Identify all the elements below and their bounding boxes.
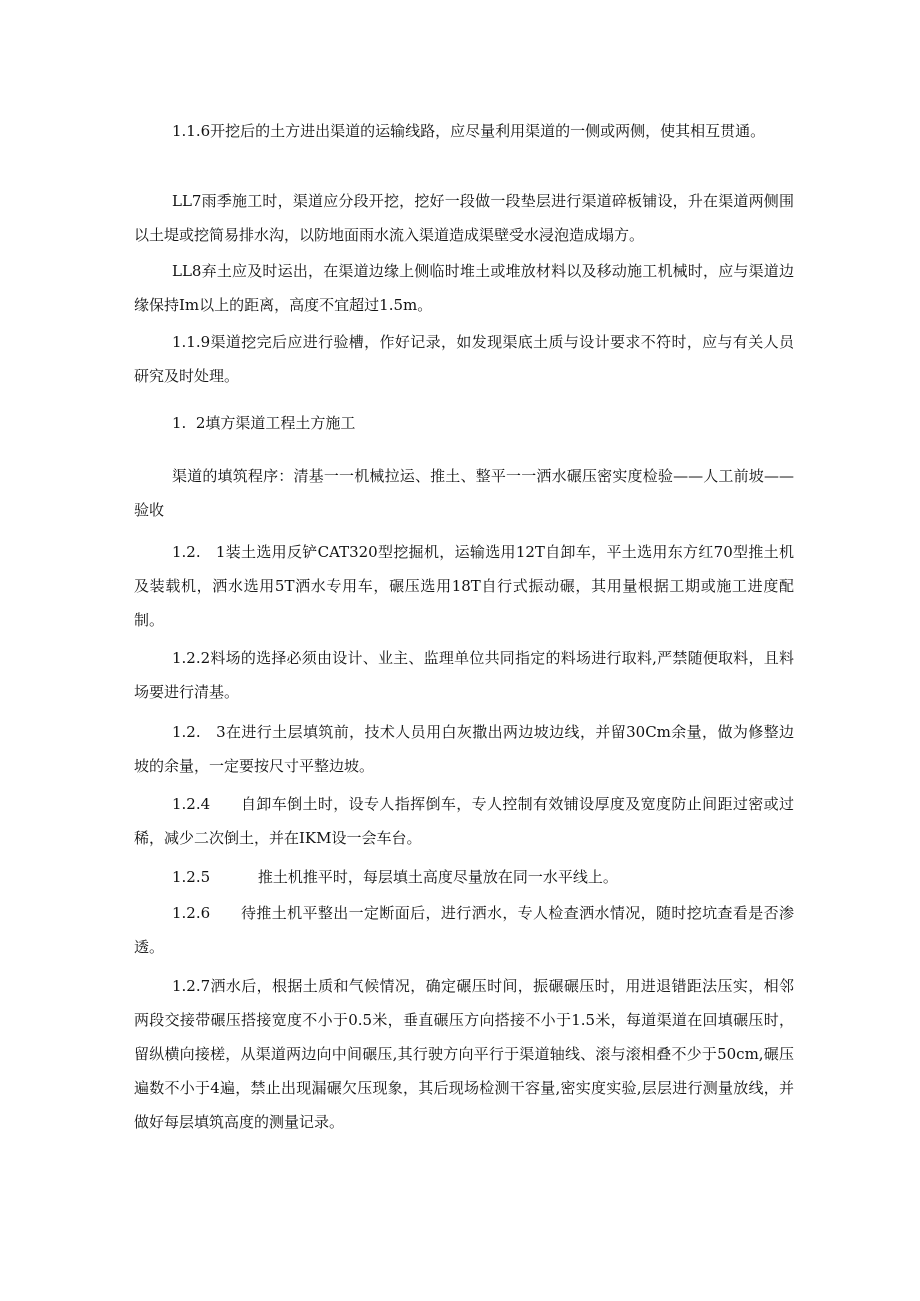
paragraph-1-2-4: 1.2.4 自卸车倒土时，设专人指挥倒车，专人控制有效铺设厚度及宽度防止间距过密或过稀，减少二次倒土，并在IKM设一会车台。 [134,795,794,847]
paragraph-1-1-8: LL8弃土应及时运出，在渠道边缘上侧临时堆土或堆放材料以及移动施工机械时，应与渠道边缘保持Im以上的距离，高度不宜超过1.5m。 [134,262,794,314]
paragraph-1-2-1: 1.2. 1装土选用反铲CAT320型挖掘机，运输选用12T自卸车，平土选用东方红70型推土机及装载机，洒水选用5T洒水专用车，碾压选用18T自行式振动碾，其用量根据工期或施工进度配制。 [134,543,794,629]
paragraph-1-1-6: 1.1.6开挖后的土方进出渠道的运输线路，应尽量利用渠道的一侧或两侧，使其相互贯通。 [172,122,766,140]
paragraph-1-2-6: 1.2.6 待推土机平整出一定断面后，进行洒水，专人检查洒水情况，随时挖坑查看是否渗透。 [134,904,794,956]
paragraph-fill-procedure: 渠道的填筑程序：清基一一机械拉运、推土、整平一一洒水碾压密实度检验——人工前坡——验收 [134,467,794,519]
paragraph-1-2-7: 1.2.7洒水后，根据土质和气候情况，确定碾压时间，振碾碾压时，用进退错距法压实，相邻两段交接带碾压搭接宽度不小于0.5米，垂直碾压方向搭接不小于1.5米，每道渠道在回填碾压时，留纵横向接槎，从渠道两边向中间碾压,其行驶方向平行于渠道轴线、滚与滚相叠不少于50cm,碾压遍数不小于4遍，禁止出现漏碾欠压现象，其后现场检测干容量,密实度实验,层层进行测量放线，并做好每层填筑高度的测量记录。 [134,977,794,1131]
paragraph-1-2-3: 1.2. 3在进行土层填筑前，技术人员用白灰撒出两边坡边线，并留30Cm余量，做为修整边坡的余量，一定要按尺寸平整边坡。 [134,723,794,775]
paragraph-1-2-5: 1.2.5 推土机推平时，每层填土高度尽量放在同一水平线上。 [172,868,618,886]
paragraph-1-2-2: 1.2.2料场的选择必须由设计、业主、监理单位共同指定的料场进行取料,严禁随便取料，且料场要进行清基。 [134,649,794,701]
paragraph-1-1-9: 1.1.9渠道挖完后应进行验槽，作好记录，如发现渠底土质与设计要求不符时，应与有关人员研究及时处理。 [134,333,794,385]
paragraph-1-1-7: LL7雨季施工时，渠道应分段开挖，挖好一段做一段垫层进行渠道碎板铺设，升在渠道两侧围以土堤或挖简易排水沟，以防地面雨水流入渠道造成渠壁受水浸泡造成塌方。 [134,192,794,244]
section-heading-1-2: 1. 2填方渠道工程土方施工 [172,414,356,432]
